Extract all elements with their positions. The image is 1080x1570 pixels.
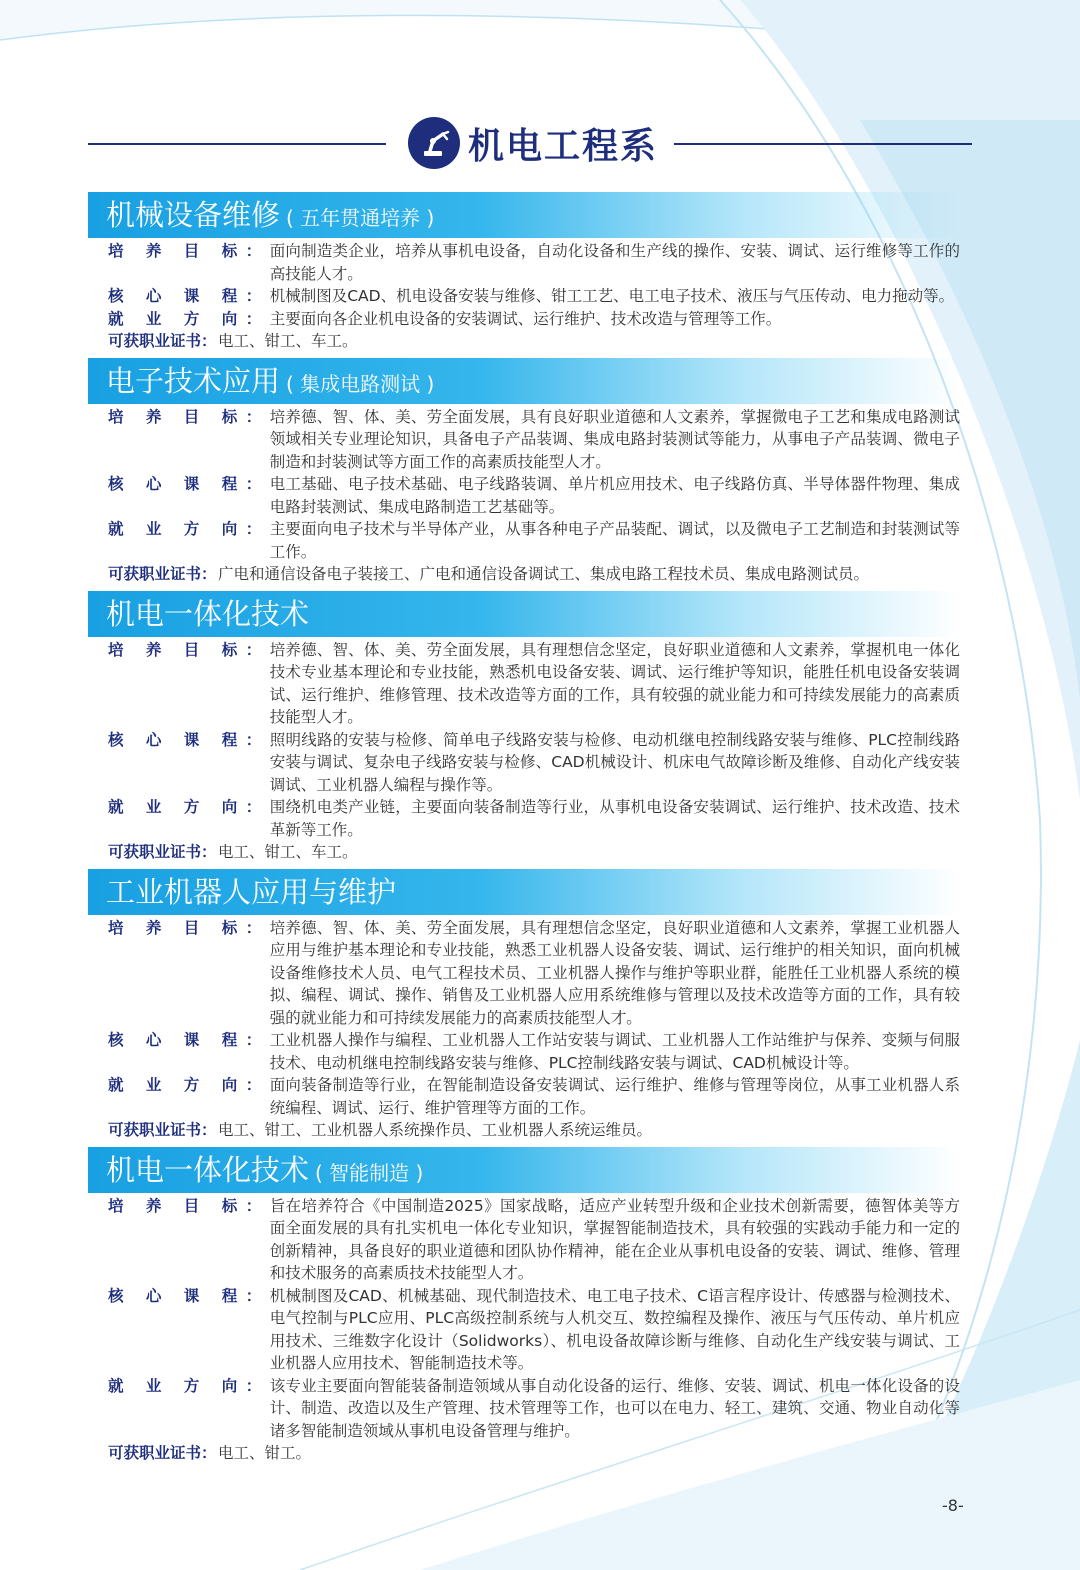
detail-label-text: 可获职业证书： [108, 1121, 217, 1139]
detail-row [108, 563, 960, 586]
section-header-bar [88, 358, 960, 404]
detail-label-text: 就 业 方 向： [108, 1076, 270, 1094]
detail-label [108, 473, 270, 518]
section-title: 机电一体化技术 [106, 1152, 310, 1187]
detail-label-text: 核 心 课 程： [108, 730, 270, 749]
detail-text: 面向制造类企业，培养从事机电设备，自动化设备和生产线的操作、安装、调试、运行维修等工作的高技能人才。 [269, 242, 960, 283]
detail-row [108, 1029, 960, 1074]
detail-label-text: 可获职业证书： [108, 332, 217, 350]
detail-row [108, 330, 960, 353]
detail-row [108, 473, 960, 518]
detail-label [108, 406, 270, 474]
detail-row [108, 1195, 960, 1285]
detail-label-text: 核 心 课 程： [108, 287, 270, 305]
section-details [88, 238, 960, 353]
robot-arm-icon [408, 117, 460, 169]
detail-text: 机械制图及CAD、机械基础、现代制造技术、电工电子技术、C语言程序设计、传感器与检测技术、电气控制与PLC应用、PLC高级控制系统与人机交互、数控编程及操作、液压与气压传动、单片机应用技术、三维数字化设计（Solidworks）、机电设备故障诊断与维修、自动化生产线安装与调试、工业机器人应用技术、智能制造技术等。 [269, 1286, 960, 1372]
section-details [88, 637, 960, 864]
detail-label [108, 1119, 218, 1142]
detail-label [108, 1029, 270, 1074]
program-section [88, 869, 960, 1142]
detail-label-text: 就 业 方 向： [108, 520, 270, 538]
detail-row [108, 1285, 960, 1375]
section-subtitle: ( 集成电路测试 ) [286, 371, 435, 396]
detail-label-text: 可获职业证书： [108, 843, 217, 861]
detail-row [108, 1074, 960, 1119]
section-header-bar [88, 1147, 960, 1193]
detail-row [108, 917, 960, 1030]
detail-text: 主要面向电子技术与半导体产业，从事各种电子产品装配、调试，以及微电子工艺制造和封装测试等工作。 [269, 520, 960, 561]
detail-row [108, 240, 960, 285]
detail-text: 电工、钳工。 [218, 1444, 312, 1462]
detail-label-text: 可获职业证书： [108, 1444, 217, 1462]
section-header-bar [88, 192, 960, 238]
detail-label [108, 841, 218, 864]
section-subtitle: ( 五年贯通培养 ) [286, 206, 435, 230]
page-title: 机电工程系 [468, 126, 659, 167]
detail-label-text: 就 业 方 向： [108, 798, 270, 816]
detail-row [108, 639, 960, 729]
detail-label [108, 1442, 218, 1465]
detail-label [108, 518, 270, 563]
detail-row [108, 1119, 960, 1142]
header-rule-left [88, 143, 386, 145]
detail-label-text: 培 养 目 标： [108, 407, 270, 426]
detail-label-text: 培 养 目 标： [108, 1196, 270, 1215]
detail-text: 培养德、智、体、美、劳全面发展，具有理想信念坚定，良好职业道德和人文素养，掌握工业机器人应用与维护基本理论和专业技能，熟悉工业机器人设备安装、调试、运行维护的相关知识，面向机械设备维修技术人员、电气工程技术员、工业机器人操作与维护等职业群，能胜任工业机器人系统的模拟、编程、调试、操作、销售及工业机器人应用系统维修与管理以及技术改造等方面的工作，具有较强的就业能力和可持续发展能力的高素质技能型人才。 [269, 918, 960, 1027]
detail-label-text: 就 业 方 向： [108, 309, 270, 328]
section-title: 电子技术应用 [106, 363, 281, 398]
detail-text: 主要面向各企业机电设备的安装调试、运行维护、技术改造与管理等工作。 [269, 309, 782, 328]
section-details [88, 1193, 960, 1465]
detail-label-text: 培 养 目 标： [108, 242, 270, 260]
detail-label [108, 796, 270, 841]
detail-row [108, 841, 960, 864]
detail-row [108, 729, 960, 797]
detail-label [108, 729, 270, 797]
program-section [88, 1147, 960, 1465]
detail-text: 围绕机电类产业链，主要面向装备制造等行业，从事机电设备安装调试、运行维护、技术改造、技术革新等工作。 [269, 798, 960, 839]
detail-label [108, 285, 270, 308]
section-details [88, 915, 960, 1142]
header-rule-right [674, 143, 972, 145]
detail-label-text: 核 心 课 程： [108, 1031, 270, 1049]
section-header-bar [88, 869, 960, 915]
program-section [88, 192, 960, 353]
detail-text: 电工、钳工、车工。 [218, 843, 358, 861]
detail-label [108, 308, 270, 331]
section-title: 机械设备维修 [106, 198, 281, 232]
detail-label [108, 330, 218, 353]
detail-label-text: 就 业 方 向： [108, 1376, 270, 1395]
detail-label [108, 1285, 270, 1375]
detail-text: 面向装备制造等行业，在智能制造设备安装调试、运行维护、维修与管理等岗位，从事工业机器人系统编程、调试、运行、维护管理等方面的工作。 [269, 1076, 960, 1117]
detail-text: 机械制图及CAD、机电设备安装与维修、钳工工艺、电工电子技术、液压与气压传动、电力拖动等。 [269, 287, 955, 305]
detail-label-text: 培 养 目 标： [108, 918, 270, 937]
detail-label [108, 639, 270, 729]
program-section [88, 358, 960, 586]
page-header [88, 112, 972, 172]
detail-label-text: 核 心 课 程： [108, 475, 270, 493]
detail-label [108, 917, 270, 1030]
detail-row [108, 796, 960, 841]
detail-text: 电工、钳工、车工。 [218, 332, 358, 350]
detail-label [108, 1074, 270, 1119]
detail-row [108, 518, 960, 563]
page-number: -8- [942, 1496, 964, 1515]
detail-text: 工业机器人操作与编程、工业机器人工作站安装与调试、工业机器人工作站维护与保养、变频与伺服技术、电动机继电控制线路安装与维修、PLC控制线路安装与调试、CAD机械设计等。 [269, 1031, 960, 1072]
detail-label [108, 1375, 270, 1443]
detail-text: 培养德、智、体、美、劳全面发展，具有良好职业道德和人文素养，掌握微电子工艺和集成电路测试领域相关专业理论知识，具备电子产品装调、集成电路封装测试等能力，从事电子产品装调、微电子制造和封装测试等方面工作的高素质技能型人才。 [269, 407, 960, 471]
detail-row [108, 308, 960, 331]
detail-text: 该专业主要面向智能装备制造领域从事自动化设备的运行、维修、安装、调试、机电一体化设备的设计、制造、改造以及生产管理、技术管理等工作，也可以在电力、轻工、建筑、交通、物业自动化等诸多智能制造领域从事机电设备管理与维护。 [269, 1376, 960, 1440]
detail-text: 广电和通信设备电子装接工、广电和通信设备调试工、集成电路工程技术员、集成电路测试员。 [218, 565, 870, 583]
detail-label-text: 核 心 课 程： [108, 1286, 270, 1305]
detail-label-text: 培 养 目 标： [108, 640, 270, 659]
section-header-bar [88, 591, 960, 637]
section-title: 工业机器人应用与维护 [106, 874, 397, 909]
detail-text: 电工基础、电子技术基础、电子线路装调、单片机应用技术、电子线路仿真、半导体器件物理、集成电路封装测试、集成电路制造工艺基础等。 [269, 475, 960, 516]
detail-label [108, 1195, 270, 1285]
section-details [88, 404, 960, 586]
detail-text: 电工、钳工、工业机器人系统操作员、工业机器人系统运维员。 [218, 1121, 653, 1139]
detail-text: 旨在培养符合《中国制造2025》国家战略，适应产业转型升级和企业技术创新需要，德智体美等方面全面发展的具有扎实机电一体化专业知识，掌握智能制造技术，具有较强的实践动手能力和一定的创新精神，具备良好的职业道德和团队协作精神，能在企业从事机电设备的安装、调试、维修、管理和技术服务的高素质技术技能型人才。 [269, 1196, 960, 1282]
detail-label-text: 可获职业证书： [108, 565, 217, 583]
detail-row [108, 285, 960, 308]
detail-row [108, 1442, 960, 1465]
detail-row [108, 406, 960, 474]
detail-label [108, 240, 270, 285]
detail-text: 照明线路的安装与检修、简单电子线路安装与检修、电动机继电控制线路安装与维修、PLC控制线路安装与调试、复杂电子线路安装与检修、CAD机械设计、机床电气故障诊断及维修、自动化产线安装调试、工业机器人编程与操作等。 [269, 730, 960, 794]
detail-text: 培养德、智、体、美、劳全面发展，具有理想信念坚定，良好职业道德和人文素养，掌握机电一体化技术专业基本理论和专业技能，熟悉机电设备安装、调试、运行维护等知识，能胜任机电设备安装调试、运行维护、维修管理、技术改造等方面的工作，具有较强的就业能力和可持续发展能力的高素质技能型人才。 [269, 640, 960, 726]
program-section [88, 591, 960, 864]
detail-row [108, 1375, 960, 1443]
section-subtitle: ( 智能制造 ) [315, 1160, 424, 1185]
program-list [88, 192, 960, 1470]
detail-label [108, 563, 218, 586]
section-title: 机电一体化技术 [106, 596, 310, 631]
